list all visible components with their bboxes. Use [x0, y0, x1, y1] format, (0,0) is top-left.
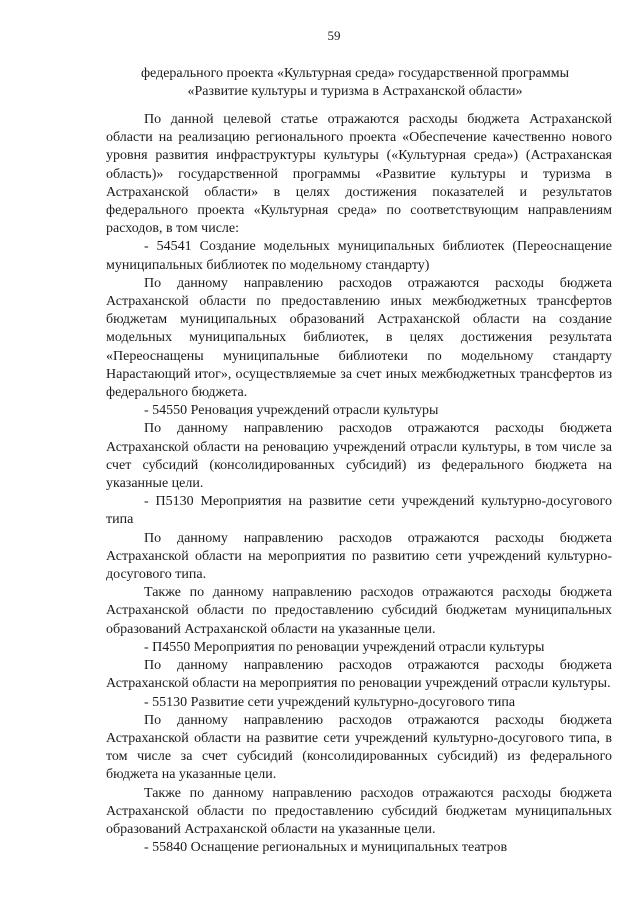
document-body — [106, 111, 612, 857]
paragraph: По данному направлению расходов отражаются расходы бюджета Астраханской области на мероприятия по реновации учреждений отрасли культуры. — [106, 658, 612, 692]
paragraph: По данному направлению расходов отражаются расходы бюджета Астраханской области на мероприятия по развитию сети учреждений культурно-досугового типа. — [106, 530, 612, 583]
heading-line-1: федерального проекта «Культурная среда» государственной программы — [140, 66, 570, 81]
paragraph: По данному направлению расходов отражаются расходы бюджета Астраханской области на развитие сети учреждений культурно-досугового типа, в том числе за счет субсидий (консолидированных субсидий) из федерального бюджета на указанные цели. — [106, 712, 612, 783]
paragraph: По данному направлению расходов отражаются расходы бюджета Астраханской области на реновацию учреждений отрасли культуры, в том числе за счет субсидий (консолидированных субсидий) из федерального бюджета на указанные цели. — [106, 421, 612, 492]
paragraph: По данной целевой статье отражаются расходы бюджета Астраханской области на реализацию регионального проекта «Обеспечение качественно нового уровня развития инфраструктуры культуры («Культурная среда») (Астраханская область)» государственной программы «Развитие культуры и туризма в Астраханской области» в целях достижения показателей и результатов федерального проекта «Культурная среда» по соответствующим направлениям расходов, в том числе: — [106, 112, 612, 237]
heading-line-2: «Развитие культуры и туризма в Астраханской области» — [187, 84, 523, 99]
paragraph: Также по данному направлению расходов отражаются расходы бюджета Астраханской области по предоставлению субсидий бюджетам муниципальных образований Астраханской области на указанные цели. — [106, 785, 612, 837]
paragraph: Также по данному направлению расходов отражаются расходы бюджета Астраханской области по предоставлению субсидий бюджетам муниципальных образований Астраханской области на указанные цели. — [106, 585, 612, 637]
expense-item: - 54541 Создание модельных муниципальных библиотек (Переоснащение муниципальных библиотек по модельному стандарту) — [106, 239, 612, 273]
expense-item: - 54550 Реновация учреждений отрасли культуры — [144, 403, 439, 419]
section-heading — [98, 65, 612, 101]
expense-item: - 55840 Оснащение региональных и муниципальных театров — [144, 840, 508, 856]
expense-item: - П4550 Мероприятия по реновации учреждений отрасли культуры — [144, 639, 545, 655]
paragraph: По данному направлению расходов отражаются расходы бюджета Астраханской области по предоставлению иных межбюджетных трансфертов бюджетам муниципальных образований Астраханской области на создание модельных муниципальных библиотек, в целях достижения результата «Переоснащены муниципальные библиотеки по модельному стандарту Нарастающий итог», осуществляемые за счет иных межбюджетных трансфертов из федерального бюджета. — [106, 275, 612, 401]
expense-item: - 55130 Развитие сети учреждений культурно-досугового типа — [144, 694, 516, 710]
expense-item: - П5130 Мероприятия на развитие сети учреждений культурно-досугового типа — [106, 494, 612, 528]
document-page — [106, 26, 612, 857]
page-number: 59 — [327, 28, 341, 43]
